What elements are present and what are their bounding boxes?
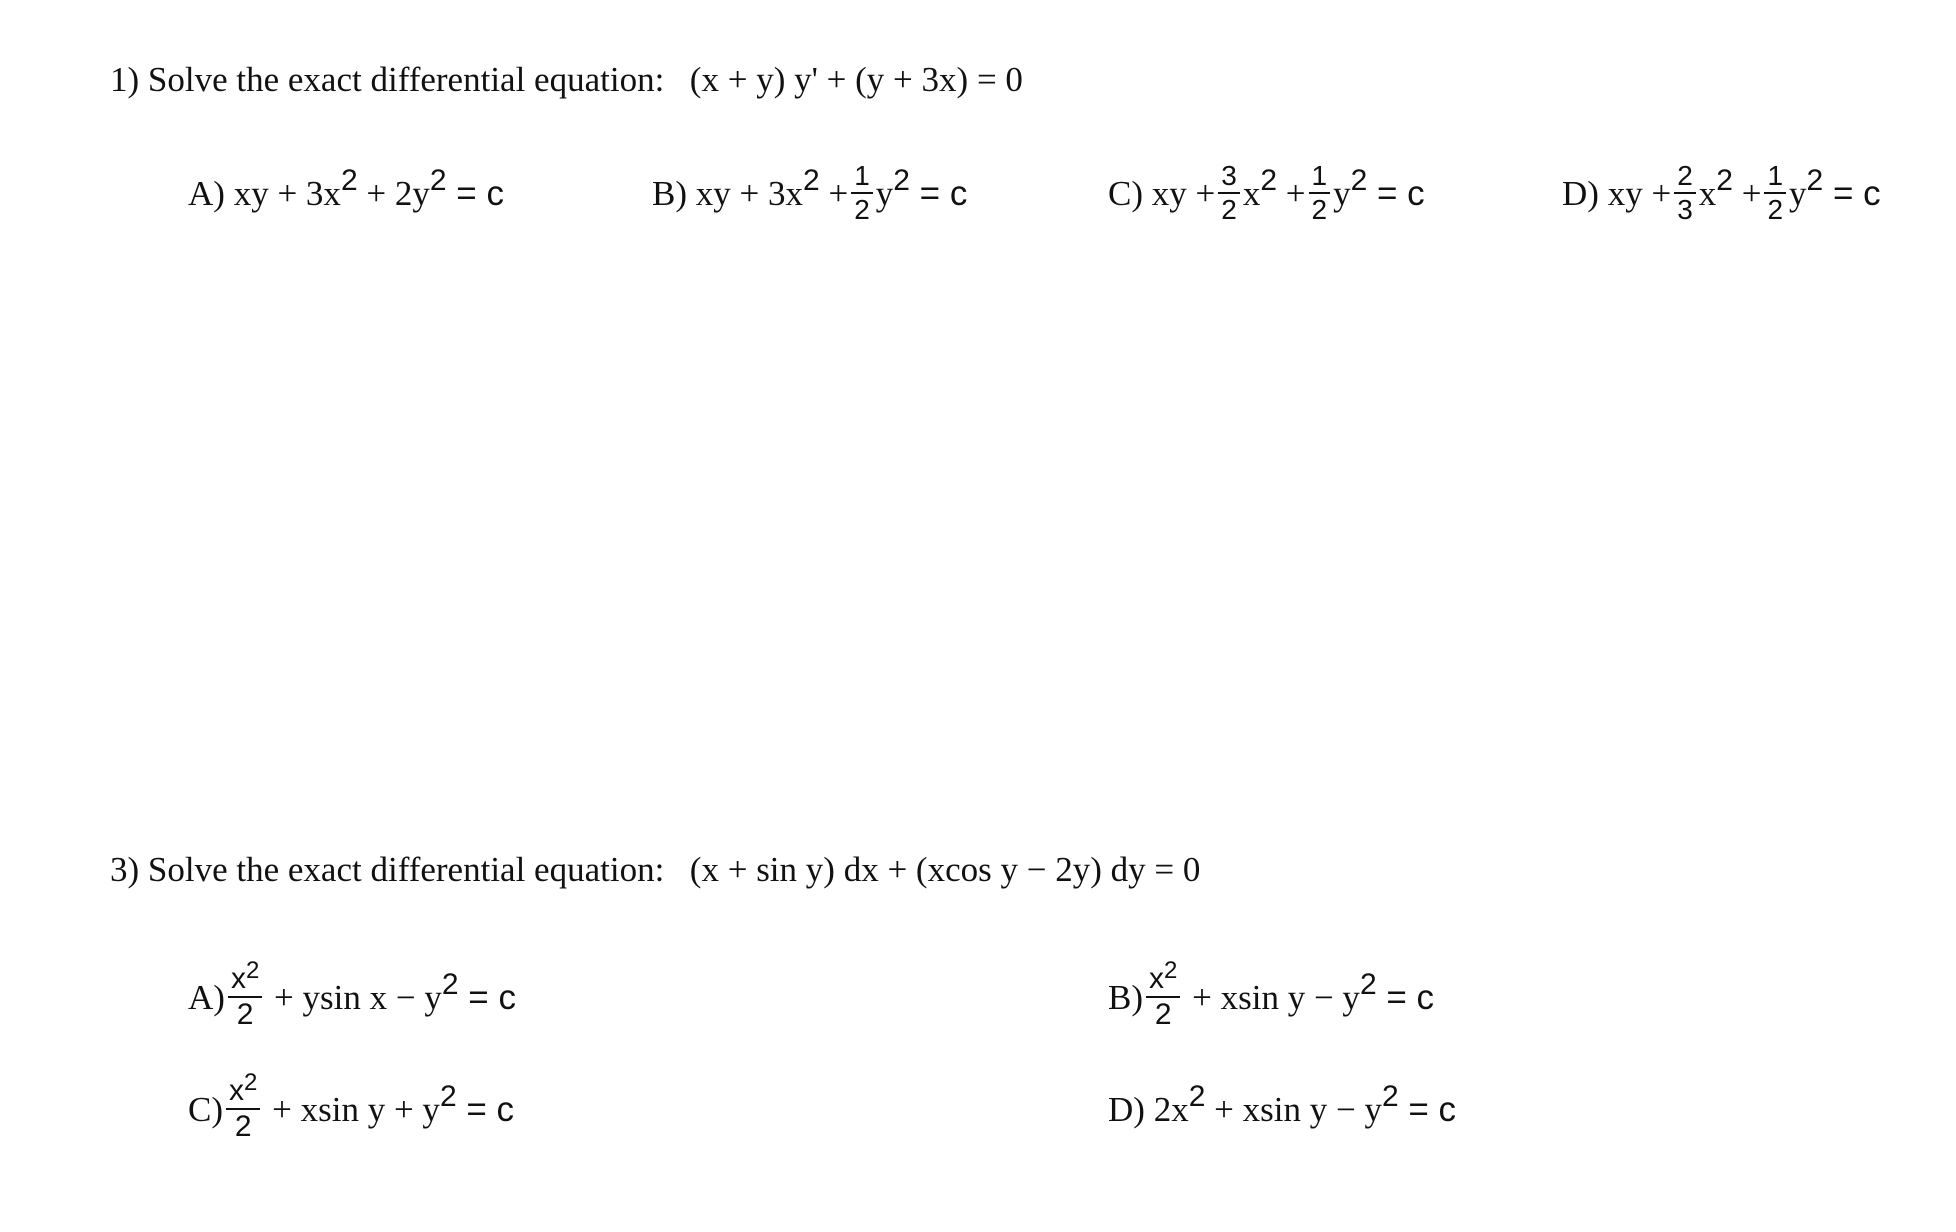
q3-option-d[interactable] (1108, 1064, 1456, 1154)
q1-option-b-term2: + (819, 173, 849, 213)
q1-option-b-letter: B) (652, 173, 687, 213)
q1-option-d-fraction-1 (1674, 162, 1696, 224)
q3-option-a-fraction-base: x (230, 962, 246, 995)
q3-option-a-exp1: 2 (441, 968, 459, 1001)
q1-option-a-exp2: 2 (429, 164, 447, 197)
q1-option-d[interactable] (1562, 148, 1881, 238)
q1-option-d-exp2: 2 (1806, 164, 1824, 197)
q3-option-b-fraction-base: x (1149, 962, 1164, 995)
q3-option-b-term1: + xsin y − y (1183, 977, 1360, 1017)
q1-option-d-term2: x (1698, 173, 1717, 213)
q1-option-b-fraction (851, 162, 873, 224)
q3-option-c-letter: C) (188, 1089, 223, 1129)
q1-option-c-exp1: 2 (1260, 164, 1278, 197)
q1-option-c-fraction-2-denominator: 2 (1311, 194, 1328, 225)
q1-option-c-fraction-1-denominator: 2 (1221, 194, 1237, 225)
q3-option-d-term3: = c (1398, 1089, 1457, 1129)
q3-option-d-exp1: 2 (1188, 1080, 1206, 1113)
q3-option-b-fraction (1146, 957, 1180, 1031)
q3-option-a-fraction-denominator: 2 (236, 998, 254, 1031)
q1-option-c-fraction-2 (1309, 162, 1331, 224)
q3-option-b[interactable] (1108, 952, 1434, 1042)
q1-option-b-term3: y (875, 173, 894, 213)
question-3-label: 3) Solve the exact differential equation: (110, 850, 665, 889)
q3-option-a[interactable] (188, 952, 516, 1042)
q3-option-c-fraction-denominator: 2 (234, 1110, 252, 1143)
q3-option-b-fraction-exp: 2 (1164, 957, 1178, 984)
q1-option-b[interactable] (652, 148, 967, 238)
q1-option-c-term5: = c (1367, 173, 1425, 213)
q3-option-b-term2: = c (1376, 977, 1435, 1017)
q3-option-b-fraction-numerator (1146, 957, 1180, 998)
q1-option-d-term3: + (1732, 173, 1762, 213)
q1-option-c-letter: C) (1108, 173, 1143, 213)
q3-option-c-fraction-exp: 2 (244, 1069, 258, 1096)
q3-option-a-fraction-exp: 2 (245, 957, 260, 984)
q1-option-b-exp1: 2 (803, 164, 820, 197)
question-3-equation: (x + sin y) dx + (xcos y − 2y) dy = 0 (689, 850, 1201, 889)
q3-option-b-letter: B) (1108, 977, 1143, 1017)
q3-option-c-fraction (226, 1069, 260, 1143)
q3-option-d-letter: D) (1108, 1089, 1145, 1129)
q1-option-d-fraction-1-denominator: 3 (1677, 194, 1693, 225)
q1-option-c-term4: y (1333, 173, 1351, 213)
q1-option-a-letter: A) (188, 173, 225, 213)
q1-option-c-exp2: 2 (1350, 164, 1368, 197)
q3-option-c-term2: = c (456, 1089, 515, 1129)
q1-option-c-term3: + (1277, 173, 1306, 213)
question-1 (110, 62, 1023, 97)
q3-option-a-fraction (228, 957, 262, 1031)
q1-option-c-fraction-1 (1218, 162, 1240, 224)
q1-option-d-letter: D) (1562, 173, 1599, 213)
q3-option-d-exp2: 2 (1381, 1080, 1399, 1113)
question-1-label: 1) Solve the exact differential equation: (110, 60, 665, 99)
q3-option-b-exp1: 2 (1359, 968, 1377, 1001)
q1-option-c-fraction-2-numerator: 1 (1309, 162, 1331, 194)
question-3 (110, 852, 1200, 887)
q3-option-a-term2: = c (458, 977, 516, 1017)
q1-option-d-fraction-2-denominator: 2 (1767, 194, 1784, 225)
q1-option-a[interactable] (188, 148, 504, 238)
q1-option-a-exp1: 2 (340, 164, 358, 197)
q3-option-a-letter: A) (188, 977, 225, 1017)
q3-option-a-term1: + ysin x − y (265, 977, 442, 1017)
q3-option-c-fraction-base: x (229, 1074, 244, 1107)
q1-option-b-term4: = c (909, 173, 968, 213)
q1-option-a-term1: xy + 3x (233, 173, 341, 213)
q1-option-d-term5: = c (1823, 173, 1881, 213)
q1-option-d-fraction-2-numerator: 1 (1764, 162, 1786, 194)
q1-option-d-term1: xy + (1607, 173, 1672, 213)
q1-option-d-fraction-1-numerator: 2 (1674, 162, 1696, 194)
q3-option-a-fraction-numerator (228, 957, 262, 998)
q1-option-d-term4: y (1789, 173, 1807, 213)
q1-option-d-fraction-2 (1764, 162, 1786, 224)
q1-option-a-term3: = c (446, 173, 504, 213)
q1-option-c[interactable] (1108, 148, 1425, 238)
q3-option-b-fraction-denominator: 2 (1154, 998, 1172, 1031)
q3-option-c[interactable] (188, 1064, 514, 1154)
question-1-equation: (x + y) y' + (y + 3x) = 0 (689, 60, 1023, 99)
q1-option-c-fraction-1-numerator: 3 (1218, 162, 1240, 194)
q1-option-a-term2: + 2y (357, 173, 430, 213)
q3-option-c-exp1: 2 (439, 1080, 457, 1113)
q3-option-d-term1: 2x (1153, 1089, 1189, 1129)
q1-option-b-exp2: 2 (893, 164, 910, 197)
q1-option-b-fraction-denominator: 2 (854, 194, 870, 225)
q3-option-c-term1: + xsin y + y (263, 1089, 440, 1129)
q1-option-c-term1: xy + (1151, 173, 1216, 213)
q1-option-b-fraction-numerator: 1 (851, 162, 873, 194)
q1-option-b-term1: xy + 3x (695, 173, 803, 213)
q1-option-c-term2: x (1242, 173, 1261, 213)
q3-option-c-fraction-numerator (226, 1069, 260, 1110)
q3-option-d-term2: + xsin y − y (1205, 1089, 1382, 1129)
q1-option-d-exp1: 2 (1716, 164, 1733, 197)
